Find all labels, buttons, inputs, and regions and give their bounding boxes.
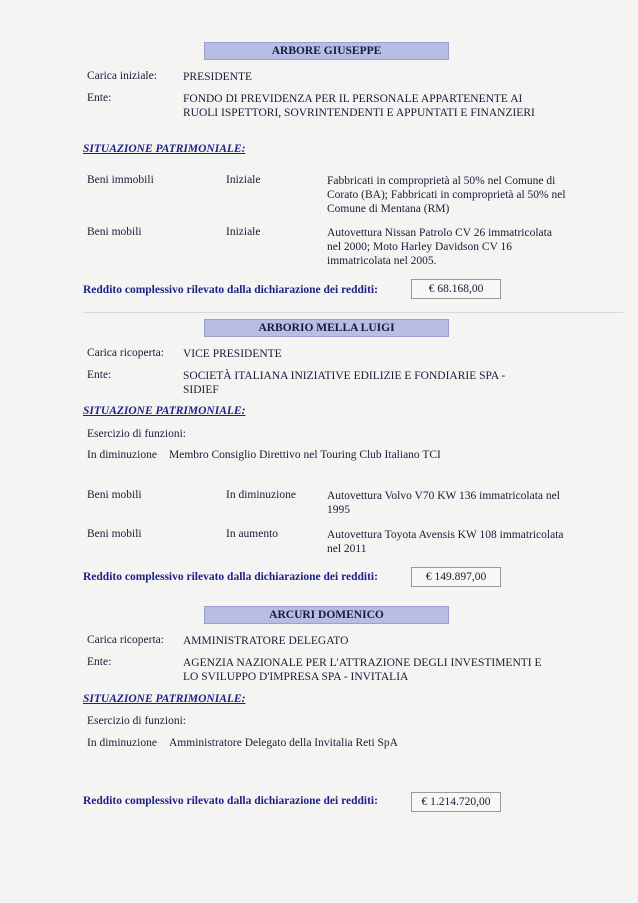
funzione-desc: Amministratore Delegato della Invitalia Reti SpA bbox=[169, 737, 398, 749]
bene-state: Iniziale bbox=[226, 226, 261, 238]
role-value: PRESIDENTE bbox=[183, 71, 252, 83]
ente-value: FONDO DI PREVIDENZA PER IL PERSONALE APPARTENENTE AI RUOLI ISPETTORI, SOVRINTENDENTI E APPUNTATI E FINANZIERI bbox=[183, 93, 535, 119]
role-label: Carica iniziale: bbox=[87, 70, 157, 82]
ente-value: AGENZIA NAZIONALE PER L'ATTRAZIONE DEGLI INVESTIMENTI E LO SVILUPPO D'IMPRESA SPA - INVITALIA bbox=[183, 657, 542, 683]
bene-state: In diminuzione bbox=[226, 489, 296, 501]
situazione-heading: SITUAZIONE PATRIMONIALE: bbox=[83, 693, 246, 705]
reddito-label: Reddito complessivo rilevato dalla dichiarazione dei redditi: bbox=[83, 795, 378, 807]
ente-value: SOCIETÀ ITALIANA INIZIATIVE EDILIZIE E FONDIARIE SPA - SIDIEF bbox=[183, 370, 506, 396]
ente-label: Ente: bbox=[87, 656, 112, 668]
funzione-desc: Membro Consiglio Direttivo nel Touring Club Italiano TCI bbox=[169, 449, 441, 461]
bene-type: Beni immobili bbox=[87, 174, 154, 186]
role-value: VICE PRESIDENTE bbox=[183, 348, 282, 360]
bene-type: Beni mobili bbox=[87, 528, 142, 540]
reddito-amount: € 1.214.720,00 bbox=[411, 792, 501, 812]
ente-label: Ente: bbox=[87, 92, 112, 104]
reddito-amount: € 149.897,00 bbox=[411, 567, 501, 587]
reddito-amount: € 68.168,00 bbox=[411, 279, 501, 299]
situazione-heading: SITUAZIONE PATRIMONIALE: bbox=[83, 143, 246, 155]
role-value: AMMINISTRATORE DELEGATO bbox=[183, 635, 349, 647]
bene-desc: Autovettura Volvo V70 KW 136 immatricolata nel 1995 bbox=[327, 490, 560, 516]
bene-desc: Fabbricati in comproprietà al 50% nel Comune di Corato (BA); Fabbricati in comproprietà al 50% nel Comune di Mentana (RM) bbox=[327, 175, 566, 215]
role-label: Carica ricoperta: bbox=[87, 347, 164, 359]
person-name-header: ARBORE GIUSEPPE bbox=[204, 42, 449, 60]
esercizio-label: Esercizio di funzioni: bbox=[87, 715, 186, 727]
situazione-heading: SITUAZIONE PATRIMONIALE: bbox=[83, 405, 246, 417]
bene-state: Iniziale bbox=[226, 174, 261, 186]
separator bbox=[83, 312, 623, 313]
funzione-state: In diminuzione bbox=[87, 449, 157, 461]
bene-desc: Autovettura Toyota Avensis KW 108 immatricolata nel 2011 bbox=[327, 529, 564, 555]
reddito-label: Reddito complessivo rilevato dalla dichiarazione dei redditi: bbox=[83, 571, 378, 583]
esercizio-label: Esercizio di funzioni: bbox=[87, 428, 186, 440]
bene-type: Beni mobili bbox=[87, 226, 142, 238]
funzione-state: In diminuzione bbox=[87, 737, 157, 749]
role-label: Carica ricoperta: bbox=[87, 634, 164, 646]
person-name-header: ARCURI DOMENICO bbox=[204, 606, 449, 624]
reddito-label: Reddito complessivo rilevato dalla dichiarazione dei redditi: bbox=[83, 284, 378, 296]
bene-desc: Autovettura Nissan Patrolo CV 26 immatricolata nel 2000; Moto Harley Davidson CV 16 immatricolata nel 2005. bbox=[327, 227, 552, 267]
person-name-header: ARBORIO MELLA LUIGI bbox=[204, 319, 449, 337]
bene-state: In aumento bbox=[226, 528, 279, 540]
ente-label: Ente: bbox=[87, 369, 112, 381]
bene-type: Beni mobili bbox=[87, 489, 142, 501]
